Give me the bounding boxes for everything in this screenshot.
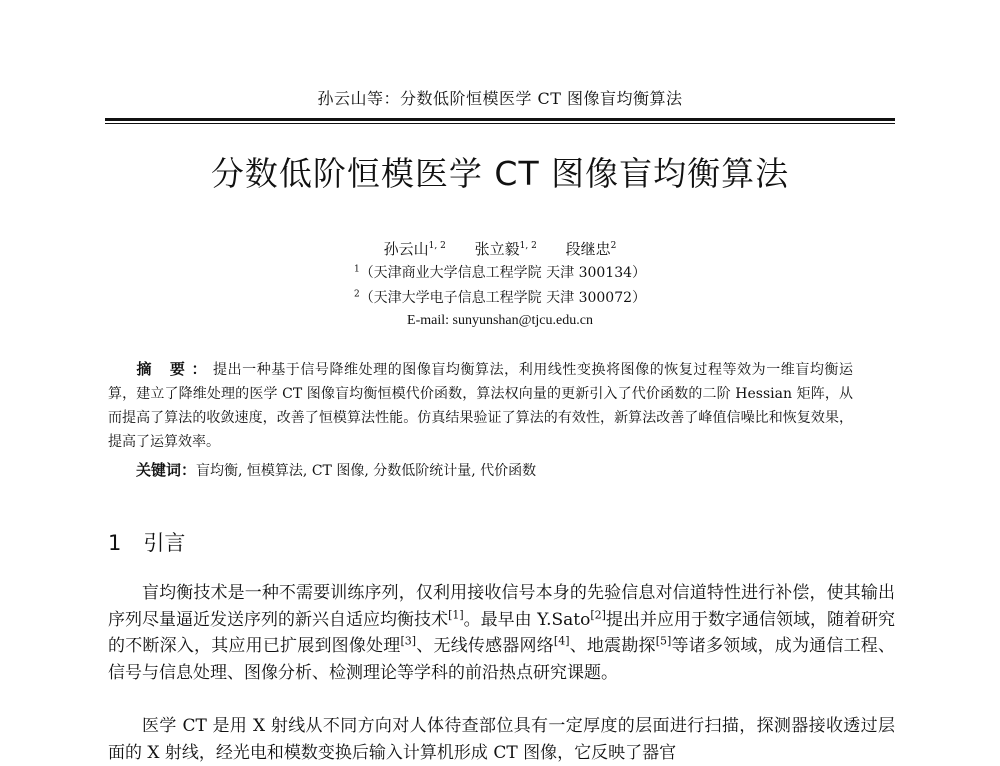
paragraph-text: 提出并应用于数字通信领域，随着研究的不断深入，其应用已扩展到图像处理 (108, 609, 896, 656)
body-paragraph-2: 医学 CT 是用 X 射线从不同方向对人体待查部位具有一定厚度的层面进行扫描，探测器接收透过层面的 X 射线，经光电和模数变换后输入计算机形成 CT 图像，它反映了器官 (108, 716, 895, 763)
section-heading (108, 527, 185, 557)
section-number: 1 (108, 531, 122, 555)
header-rule-thick (105, 118, 895, 121)
paragraph-text: 。最早由 Y.Sato (463, 609, 591, 630)
affiliation-text: （天津大学电子信息工程学院 天津 300072） (359, 290, 647, 306)
abstract-label: 摘 要： (136, 360, 214, 378)
citation-ref: [1] (448, 607, 464, 621)
paragraph-text: 盲均衡技术是一种不需要训练序列，仅利用接收信号本身的先验信息对信道特性进行补偿，使其输出序列尽量逼近发送序列的新兴自适应均衡技术 (108, 583, 895, 630)
citation-ref: [5] (655, 634, 672, 648)
citation-ref: [3] (400, 634, 417, 648)
author-affil-mark: 1, 2 (519, 241, 537, 251)
paper-title: 分数低阶恒模医学 CT 图像盲均衡算法 (210, 154, 790, 193)
author-name: 孙云山 (383, 240, 429, 258)
author (475, 240, 537, 258)
email: E-mail: sunyunshan@tjcu.edu.cn (407, 313, 593, 328)
abstract-text: 提出一种基于信号降维处理的图像盲均衡算法，利用线性变换将图像的恢复过程等效为一维盲均衡运算，建立了降维处理的医学 CT 图像盲均衡恒模代价函数，算法权向量的更新引入了代价函数的二阶 Hessian 矩阵，从而提高了算法的收敛速度，改善了恒模算法性能。仿真结果验证了算法的有效性，新算法改善了峰值信噪比和恢复效果，提高了运算效率。 (108, 362, 853, 450)
paragraph-text: 、地震勘探 (569, 636, 656, 656)
keywords-text: 盲均衡, 恒模算法, CT 图像, 分数低阶统计量, 代价函数 (196, 463, 537, 479)
affiliation-1 (105, 262, 895, 282)
paragraph-text: 等诸多领域，成为通信工程、信号与信息处理、图像分析、检测理论等学科的前沿热点研究课题。 (108, 636, 896, 683)
author (384, 240, 446, 258)
keywords (136, 459, 856, 480)
author-list (105, 238, 895, 259)
running-header: 孙云山等：分数低阶恒模医学 CT 图像盲均衡算法 (317, 89, 683, 108)
affiliation-2 (105, 287, 895, 307)
section-title: 引言 (143, 531, 186, 555)
affiliation-text: （天津商业大学信息工程学院 天津 300134） (359, 265, 647, 281)
affiliation-mark: 2 (353, 289, 360, 300)
body-paragraph-1 (108, 580, 895, 686)
author (566, 240, 617, 258)
author-affil-mark: 1, 2 (428, 241, 446, 251)
citation-ref: [4] (553, 634, 570, 648)
author-affil-mark: 2 (610, 241, 617, 251)
citation-ref: [2] (590, 607, 606, 621)
keywords-label: 关键词： (136, 461, 197, 479)
paragraph-text: 、无线传感器网络 (416, 636, 554, 656)
author-name: 段继忠 (565, 240, 611, 258)
header-rule-thin (105, 123, 895, 124)
author-name: 张立毅 (474, 240, 520, 258)
affiliation-mark: 1 (353, 264, 360, 275)
abstract (108, 357, 853, 454)
